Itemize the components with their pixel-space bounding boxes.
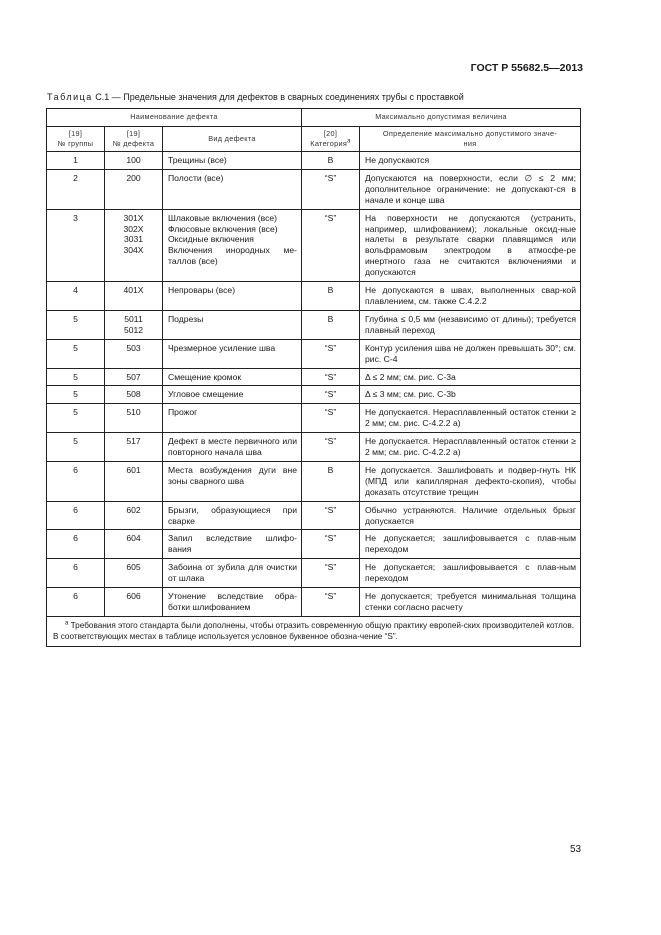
- table-row: [47, 559, 581, 588]
- col-header-defect-no: [19] № дефекта: [105, 127, 163, 152]
- cell-max-value: Глубина ≤ 0,5 мм (независимо от длины); требуется плавный переход: [360, 310, 581, 339]
- cell-category: “S”: [302, 368, 360, 386]
- page-number: 53: [570, 844, 582, 855]
- cell-category: B: [302, 461, 360, 501]
- cell-max-value: Обычно устраняются. Наличие отдельных брызг допускается: [360, 501, 581, 530]
- cell-category: “S”: [302, 386, 360, 404]
- cell-defect-type: Шлаковые включения (все) Флюсовые включения (все) Оксидные включения Включения инородных ме-таллов (все): [163, 209, 302, 281]
- cell-group-no: 6: [47, 530, 105, 559]
- table-footnote-row: [47, 616, 581, 646]
- cell-defect-type: Смещение кромок: [163, 368, 302, 386]
- cell-group-no: 6: [47, 588, 105, 617]
- cell-group-no: 1: [47, 152, 105, 170]
- cell-group-no: 6: [47, 559, 105, 588]
- defects-table: [46, 108, 581, 647]
- cell-category: B: [302, 282, 360, 311]
- group-header-max-value: Максимально допустимая величина: [302, 109, 581, 127]
- col-header-category: [302, 127, 360, 152]
- cell-defect-type: Подрезы: [163, 310, 302, 339]
- cell-defect-type: Забоина от зубила для очистки от шлака: [163, 559, 302, 588]
- table-row: [47, 209, 581, 281]
- cell-defect-no: 301X 302X 3031 304X: [105, 209, 163, 281]
- cell-defect-no: 5011 5012: [105, 310, 163, 339]
- cell-defect-no: 507: [105, 368, 163, 386]
- cell-group-no: 5: [47, 386, 105, 404]
- cell-defect-type: Запил вследствие шлифо-вания: [163, 530, 302, 559]
- cell-defect-type: Полости (все): [163, 169, 302, 209]
- cell-group-no: 3: [47, 209, 105, 281]
- col-header-group-no: [19] № группы: [47, 127, 105, 152]
- cell-max-value: Δ ≤ 3 мм; см. рис. С-3b: [360, 386, 581, 404]
- table-row: [47, 501, 581, 530]
- cell-category: B: [302, 152, 360, 170]
- cell-category: “S”: [302, 559, 360, 588]
- cell-max-value: Допускаются на поверхности, если ∅ ≤ 2 мм; дополнительное ограничение: не допускают-ся в начале и конце шва: [360, 169, 581, 209]
- col-header-category-text: [20] Категория: [310, 129, 348, 148]
- cell-category: B: [302, 310, 360, 339]
- cell-defect-type: Чрезмерное усиление шва: [163, 339, 302, 368]
- cell-category: “S”: [302, 209, 360, 281]
- table-row: [47, 461, 581, 501]
- cell-defect-no: 100: [105, 152, 163, 170]
- cell-max-value: Не допускается. Нерасплавленный остаток стенки ≥ 2 мм; см. рис. С-4.2.2 а): [360, 404, 581, 433]
- footnote-text: Требования этого стандарта были дополнены, чтобы отразить современную общую практику европей-ских производителей котлов. В соответствующих местах в таблице используется условное буквенное обозна-чение “S”.: [53, 620, 575, 641]
- cell-group-no: 5: [47, 433, 105, 462]
- cell-category: “S”: [302, 501, 360, 530]
- table-row: [47, 368, 581, 386]
- table-row: [47, 433, 581, 462]
- table-caption: [47, 92, 464, 102]
- cell-category: “S”: [302, 169, 360, 209]
- cell-defect-type: Прожог: [163, 404, 302, 433]
- table-caption-text: С.1 — Предельные значения для дефектов в сварных соединениях трубы с проставкой: [92, 92, 464, 102]
- cell-max-value: Контур усиления шва не должен превышать 30°; см. рис. С-4: [360, 339, 581, 368]
- cell-defect-no: 510: [105, 404, 163, 433]
- table-row: [47, 310, 581, 339]
- cell-defect-type: Места возбуждения дуги вне зоны сварного шва: [163, 461, 302, 501]
- cell-defect-type: Угловое смещение: [163, 386, 302, 404]
- table-row: [47, 282, 581, 311]
- cell-category: “S”: [302, 339, 360, 368]
- cell-max-value: Не допускаются: [360, 152, 581, 170]
- table-row: [47, 339, 581, 368]
- cell-max-value: Не допускается. Зашлифовать и подвер-гнуть НК (МПД или капиллярная дефекто-скопия), чтобы доказать отсутствие трещин: [360, 461, 581, 501]
- cell-defect-no: 503: [105, 339, 163, 368]
- cell-max-value: Не допускаются в швах, выполненных свар-кой плавлением, см. также С.4.2.2: [360, 282, 581, 311]
- cell-category: “S”: [302, 530, 360, 559]
- col-header-defect-type: Вид дефекта: [163, 127, 302, 152]
- cell-group-no: 5: [47, 368, 105, 386]
- cell-defect-no: 604: [105, 530, 163, 559]
- cell-group-no: 5: [47, 404, 105, 433]
- cell-defect-no: 517: [105, 433, 163, 462]
- table-row: [47, 404, 581, 433]
- table-row: [47, 530, 581, 559]
- cell-defect-type: Непровары (все): [163, 282, 302, 311]
- cell-defect-no: 508: [105, 386, 163, 404]
- table-row: [47, 386, 581, 404]
- cell-category: “S”: [302, 433, 360, 462]
- cell-defect-no: 602: [105, 501, 163, 530]
- col-header-determination: Определение максимально допустимого значе- ния: [360, 127, 581, 152]
- cell-max-value: Не допускается; требуется минимальная толщина стенки согласно расчету: [360, 588, 581, 617]
- cell-max-value: На поверхности не допускаются (устранить, например, шлифованием); локальные оксид-ные налеты в результате сварки плавящимся или вольфрамовым электродом в атмосфе-ре инертного газа не считаются включениями и допускаются: [360, 209, 581, 281]
- table-caption-prefix: Таблица: [47, 92, 93, 102]
- cell-group-no: 4: [47, 282, 105, 311]
- cell-defect-no: 200: [105, 169, 163, 209]
- footnote-mark: a: [65, 620, 69, 627]
- cell-max-value: Не допускается; зашлифовывается с плав-ным переходом: [360, 530, 581, 559]
- cell-defect-no: 605: [105, 559, 163, 588]
- cell-max-value: Δ ≤ 2 мм; см. рис. С-3а: [360, 368, 581, 386]
- cell-group-no: 6: [47, 501, 105, 530]
- cell-defect-type: Брызги, образующиеся при сварке: [163, 501, 302, 530]
- document-code: ГОСТ Р 55682.5—2013: [470, 62, 583, 74]
- cell-defect-type: Утонение вследствие обра-ботки шлифованием: [163, 588, 302, 617]
- cell-category: “S”: [302, 588, 360, 617]
- cell-max-value: Не допускается. Нерасплавленный остаток стенки ≥ 2 мм; см. рис. С-4.2.2 а): [360, 433, 581, 462]
- cell-group-no: 2: [47, 169, 105, 209]
- table-footnote: [47, 616, 581, 646]
- cell-group-no: 5: [47, 339, 105, 368]
- col-header-category-footnote-mark: a: [347, 138, 351, 145]
- cell-defect-no: 401X: [105, 282, 163, 311]
- cell-defect-no: 601: [105, 461, 163, 501]
- cell-max-value: Не допускается; зашлифовывается с плав-ным переходом: [360, 559, 581, 588]
- cell-defect-no: 606: [105, 588, 163, 617]
- cell-category: “S”: [302, 404, 360, 433]
- table-row: [47, 588, 581, 617]
- table-row: [47, 169, 581, 209]
- cell-defect-type: Трещины (все): [163, 152, 302, 170]
- cell-group-no: 6: [47, 461, 105, 501]
- group-header-defect-name: Наименование дефекта: [47, 109, 302, 127]
- cell-defect-type: Дефект в месте первичного или повторного начала шва: [163, 433, 302, 462]
- cell-group-no: 5: [47, 310, 105, 339]
- table-row: [47, 152, 581, 170]
